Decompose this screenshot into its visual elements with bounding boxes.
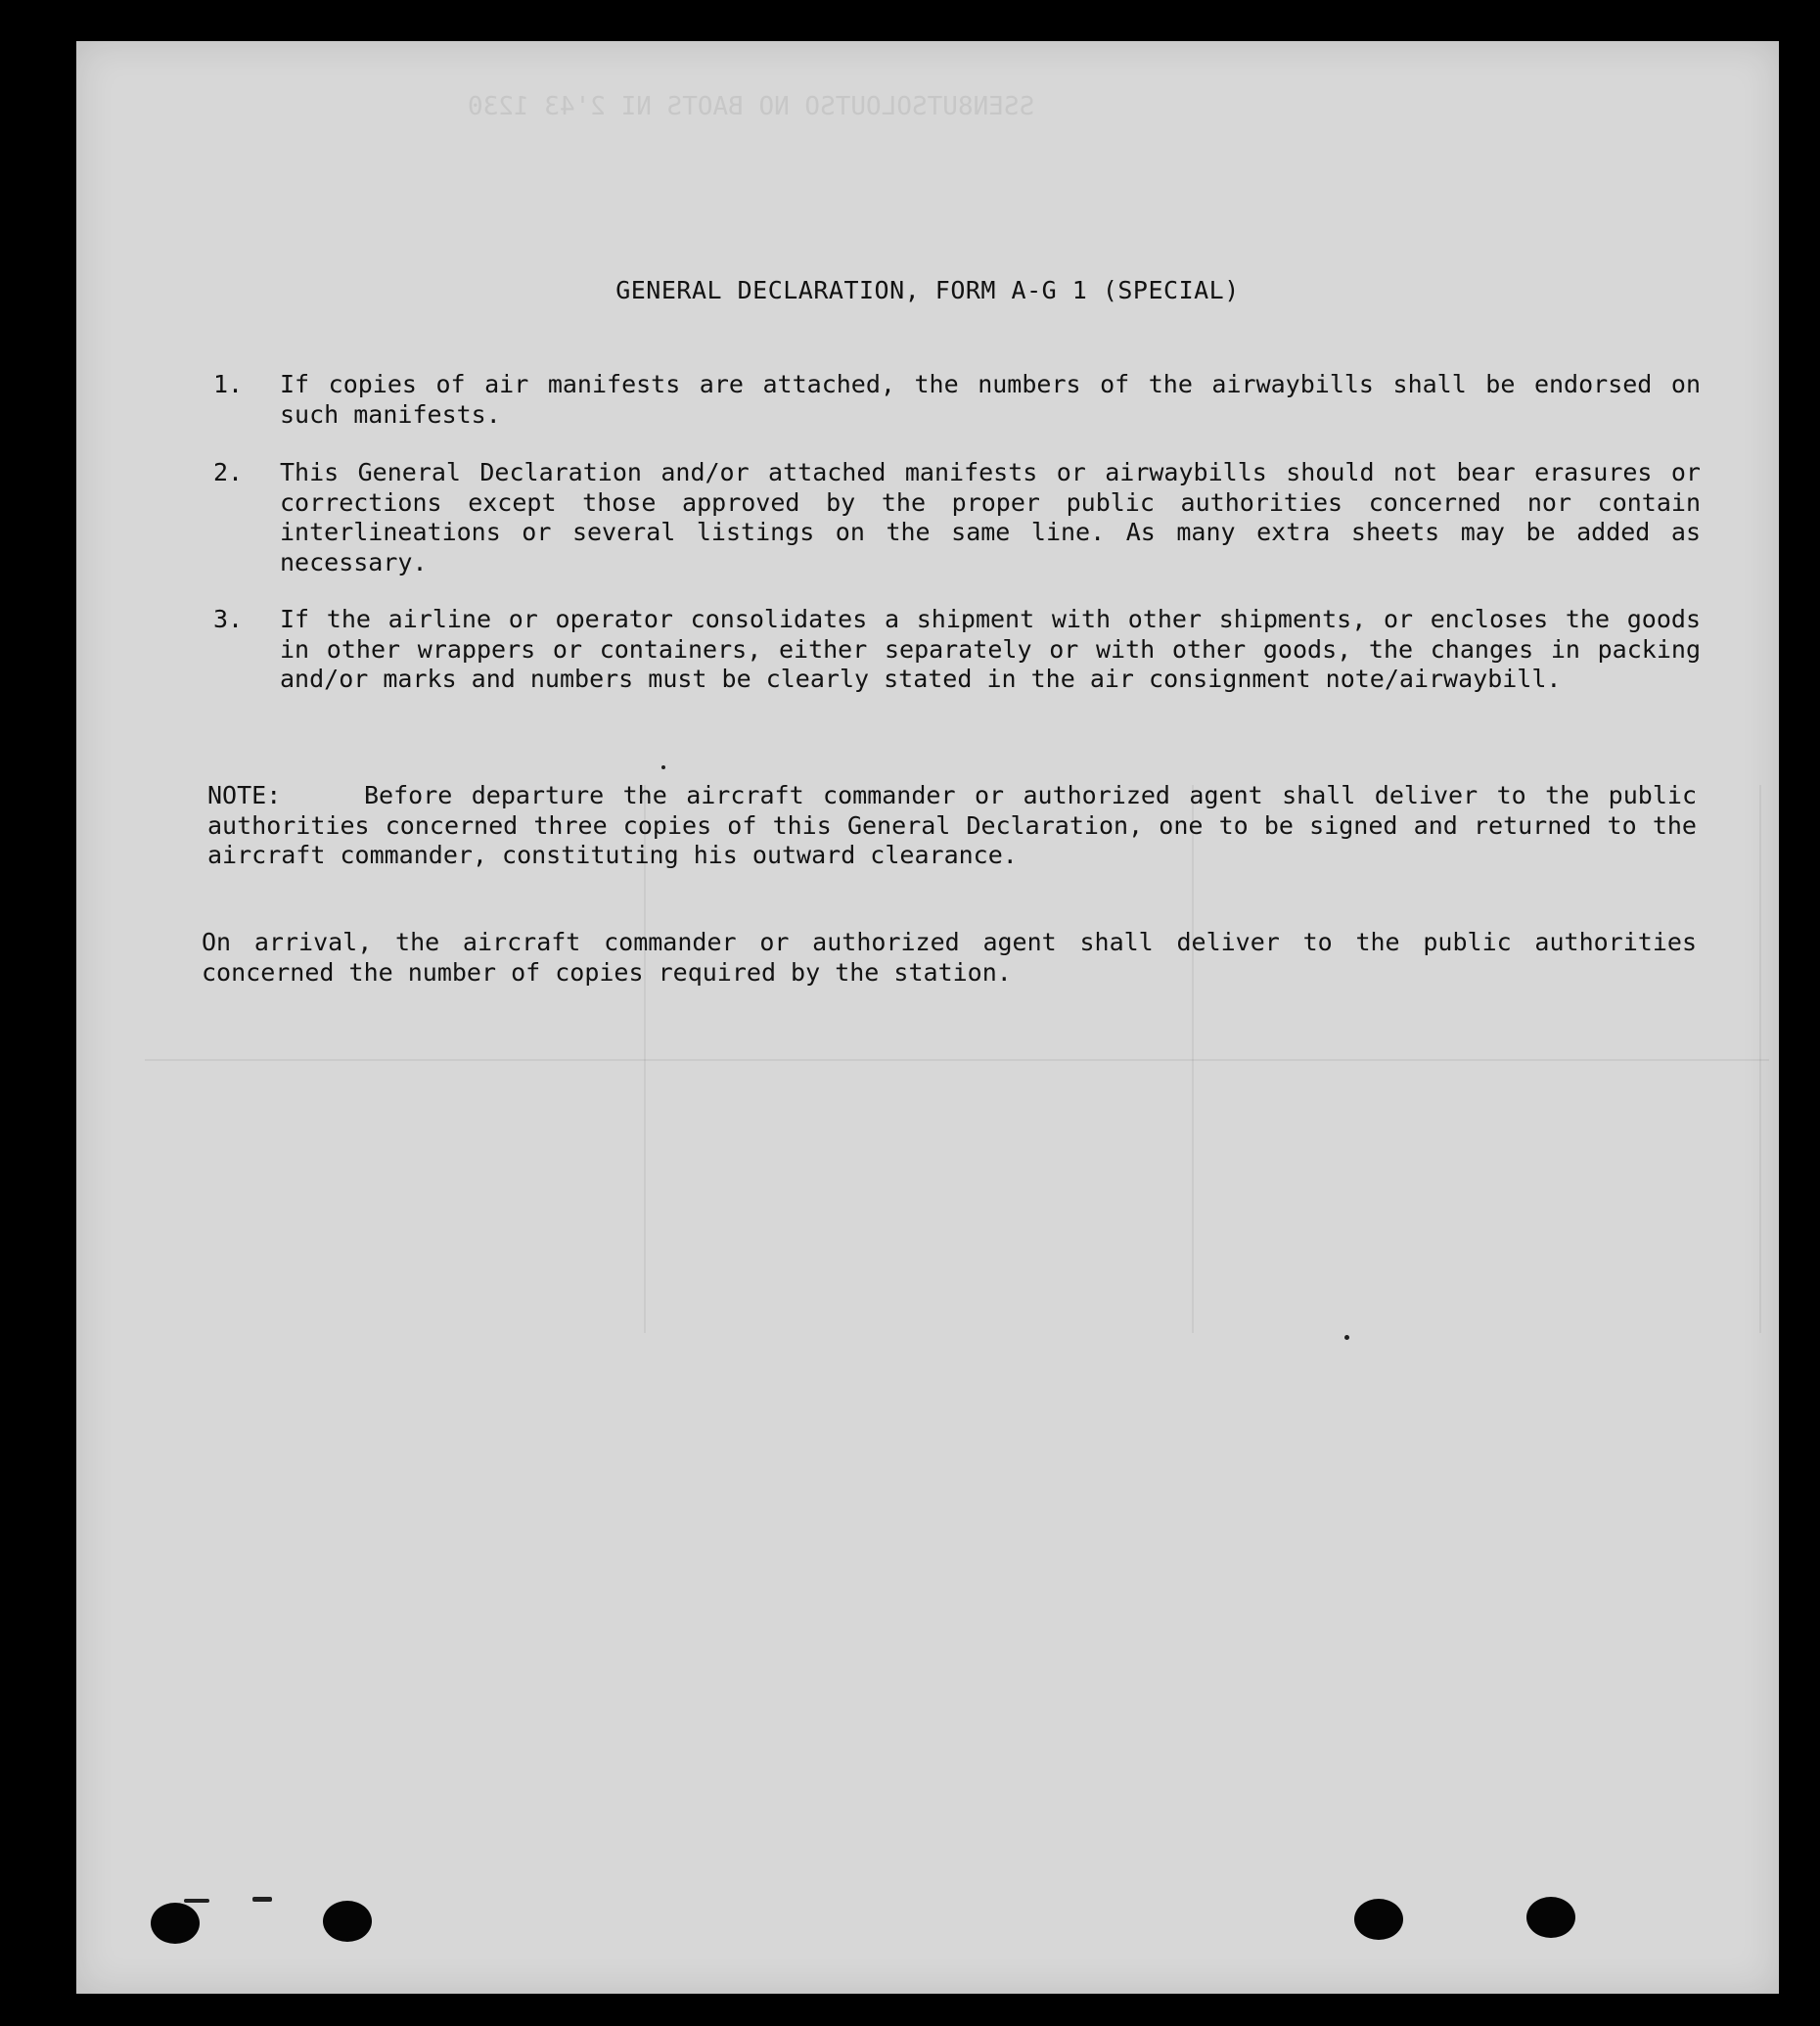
show-through-rule — [145, 1059, 1769, 1061]
arrival-paragraph: On arrival, the aircraft commander or authorized agent shall deliver to the public authorities concerned the number of copies required by the station. — [202, 928, 1697, 987]
note-label: NOTE: — [207, 781, 282, 809]
punch-hole — [1354, 1899, 1403, 1940]
item-text: If copies of air manifests are attached, the numbers of the airwaybills shall be endorsed on such manifests. — [280, 370, 1701, 429]
note-text: Before departure the aircraft commander or authorized agent shall deliver to the public authorities concerned three copies of this General Declaration, one to be signed and returned to the aircraft commander, constituting his outward clearance. — [207, 781, 1697, 869]
item-number: 2. — [213, 458, 244, 486]
note-paragraph — [207, 781, 1697, 871]
ink-speck — [184, 1899, 209, 1903]
ink-speck — [1344, 1335, 1349, 1340]
item-number: 1. — [213, 370, 244, 398]
item-text: If the airline or operator consolidates a shipment with other shipments, or encloses the goods in other wrappers or containers, either separately or with other goods, the changes in packing and/or marks and numbers must be clearly stated in the air consignment note/airwaybill. — [280, 605, 1701, 693]
ink-speck — [252, 1897, 272, 1902]
show-through-ghost: SSEN8UTSOLOUTSO NO BAOTS NI 2'43 1230 — [468, 92, 1035, 121]
item-number: 3. — [213, 605, 244, 633]
page-title: GENERAL DECLARATION, FORM A-G 1 (SPECIAL) — [615, 276, 1240, 304]
punch-hole — [151, 1903, 200, 1944]
punch-hole — [323, 1901, 372, 1942]
item-text: This General Declaration and/or attached manifests or airwaybills should not bear erasures or corrections except those approved by the proper public authorities concerned nor contain interlineations or several listings on the same line. As many extra sheets may be added as necessary. — [280, 458, 1701, 576]
ink-speck — [661, 765, 665, 769]
document-page — [76, 41, 1779, 1994]
punch-hole — [1526, 1897, 1575, 1938]
